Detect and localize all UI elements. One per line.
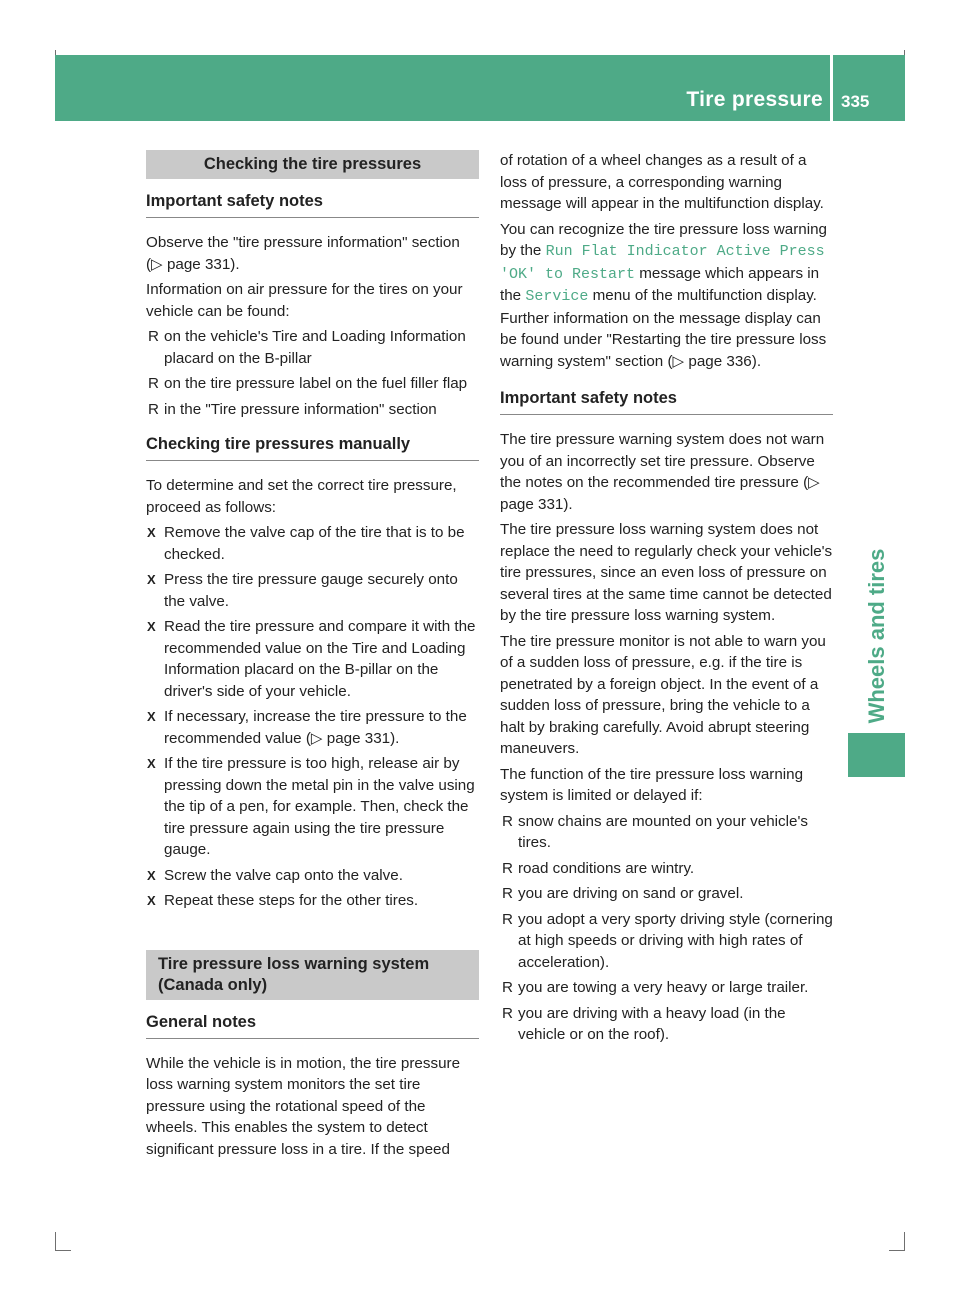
- step-arrow-icon: X: [147, 867, 156, 883]
- paragraph: The tire pressure loss warning system does not replace the need to regularly check your vehicle's tire pressures, since an even loss of pressure on several tires at the same time cannot be detected by the tire pressure loss warning system.: [500, 521, 833, 624]
- right-column: [500, 150, 833, 1050]
- step-item: X Remove the valve cap of the tire that is to be checked.: [147, 524, 465, 563]
- bullet-icon: R: [502, 979, 513, 996]
- list-item: R you are driving on sand or gravel.: [500, 883, 833, 905]
- menu-name: Service: [525, 288, 589, 305]
- section-heading-line: (Canada only): [158, 975, 268, 994]
- bullet-icon: R: [502, 859, 513, 877]
- list-item: R on the vehicle's Tire and Loading Information placard on the B-pillar: [148, 328, 466, 367]
- side-tab-label: Wheels and tires: [864, 548, 889, 724]
- list-item: R you adopt a very sporty driving style (cornering at high speeds or driving with high rates of acceleration).: [502, 910, 833, 971]
- header-separator: [830, 55, 833, 121]
- display-message: Run Flat Indicator Active Press 'OK' to Restart: [500, 243, 825, 283]
- left-column: [146, 150, 479, 1164]
- step-item: X Press the tire pressure gauge securely onto the valve.: [147, 571, 458, 610]
- paragraph: To determine and set the correct tire pressure, proceed as follows:: [146, 477, 457, 516]
- bullet-icon: R: [502, 885, 513, 902]
- bullet-icon: R: [502, 812, 513, 830]
- step-arrow-icon: X: [147, 525, 156, 540]
- paragraph: of rotation of a wheel changes as a result of a loss of pressure, a corresponding warning message will appear in the multifunction display.: [500, 152, 824, 212]
- step-item: X Screw the valve cap onto the valve.: [146, 865, 479, 887]
- paragraph: Information on air pressure for the tires on your vehicle can be found:: [146, 281, 463, 320]
- list-item: R you are towing a very heavy or large trailer.: [500, 977, 833, 999]
- page-number: 335: [841, 92, 870, 111]
- bullet-icon: R: [148, 375, 159, 392]
- step-item: X Repeat these steps for the other tires.: [146, 890, 479, 912]
- subsection-heading: Checking tire pressures manually: [146, 434, 479, 461]
- subsection-heading: Important safety notes: [146, 191, 479, 218]
- step-item: X Read the tire pressure and compare it with the recommended value on the Tire and Loading Information placard on the B-pillar on the driver's side of your vehicle.: [147, 618, 476, 700]
- bullet-icon: R: [148, 328, 159, 345]
- side-tab-marker: [848, 733, 905, 777]
- paragraph: The function of the tire pressure loss warning system is limited or delayed if:: [500, 765, 804, 804]
- step-arrow-icon: X: [147, 709, 156, 724]
- paragraph: You can recognize the tire pressure loss warning by the Run Flat Indicator Active Press 'OK' to Restart message which appears in the Service menu of the multifunction display. Further information on the message display can be found under "Restarting the tire pressure loss warning system" section (▷ page 336).: [500, 220, 827, 370]
- step-item: X If necessary, increase the tire pressure to the recommended value (▷ page 331).: [147, 708, 467, 747]
- list-item: R snow chains are mounted on your vehicle's tires.: [502, 812, 808, 851]
- bullet-icon: R: [148, 400, 159, 418]
- crop-mark: [904, 1232, 905, 1250]
- paragraph: Observe the "tire pressure information" section (▷ page 331).: [146, 234, 460, 273]
- section-heading: Checking the tire pressures: [146, 150, 479, 179]
- list-item: R in the "Tire pressure information" section: [146, 399, 479, 421]
- paragraph: While the vehicle is in motion, the tire pressure loss warning system monitors the set tire pressure using the rotational speed of the wheels. This enables the system to detect significant pressure loss in a tire. If the speed: [146, 1054, 461, 1158]
- section-heading: [146, 950, 479, 1000]
- list-item: R on the tire pressure label on the fuel filler flap: [146, 373, 479, 395]
- step-arrow-icon: X: [147, 893, 156, 908]
- bullet-icon: R: [502, 1004, 513, 1022]
- bullet-icon: R: [502, 910, 513, 928]
- list-item: R road conditions are wintry.: [500, 858, 833, 880]
- paragraph: The tire pressure warning system does not warn you of an incorrectly set tire pressure. Observe the notes on the recommended tire pressure (▷ page 331).: [500, 431, 825, 513]
- step-item: X If the tire pressure is too high, release air by pressing down the metal pin in the valve using the tip of a pen, for example. Then, check the tire pressure again using the tire pressure gauge.: [147, 755, 475, 858]
- list-item: R you are driving with a heavy load (in the vehicle or on the roof).: [502, 1004, 786, 1043]
- crop-mark: [55, 1250, 71, 1251]
- crop-mark: [55, 1232, 56, 1250]
- step-arrow-icon: X: [147, 619, 156, 634]
- step-arrow-icon: X: [147, 572, 156, 587]
- page-title: Tire pressure: [686, 88, 823, 111]
- section-heading-line: Tire pressure loss warning system: [158, 954, 430, 973]
- paragraph: The tire pressure monitor is not able to warn you of a sudden loss of pressure, e.g. if the tire is penetrated by a foreign object. In the event of a sudden loss of pressure, bring the vehicle to a halt by braking carefully. Avoid abrupt steering maneuvers.: [500, 632, 826, 757]
- subsection-heading: General notes: [146, 1012, 479, 1039]
- subsection-heading: Important safety notes: [500, 388, 833, 415]
- step-arrow-icon: X: [147, 756, 156, 771]
- crop-mark: [889, 1250, 905, 1251]
